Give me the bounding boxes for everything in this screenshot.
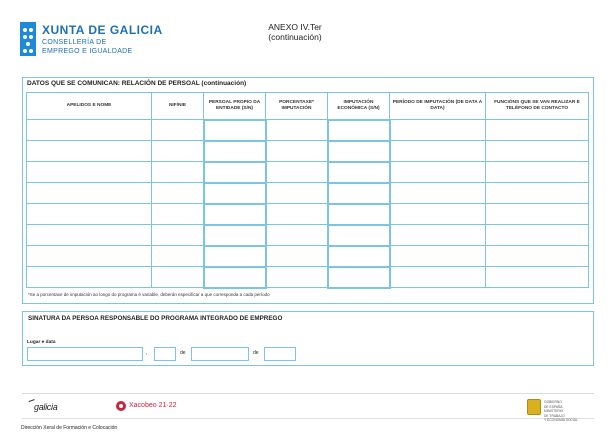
imputation-cell[interactable] [328,267,390,288]
percentage-cell[interactable] [266,183,328,204]
spain-coat-of-arms-icon [527,399,541,415]
own-staff-cell[interactable] [204,141,266,162]
functions-cell[interactable] [486,120,589,141]
imputation-cell[interactable] [328,162,390,183]
imputation-cell[interactable] [328,204,390,225]
name-cell[interactable] [27,162,152,183]
name-cell[interactable] [27,141,152,162]
name-cell[interactable] [27,225,152,246]
functions-cell[interactable] [486,204,589,225]
percentage-footnote: *Se a porcentaxe de imputación ao longo do programa é variable, deberán especificar a que corresponda a cada período [28,292,270,297]
table-row [27,162,589,183]
footer-band [22,393,594,419]
signature-section [22,311,594,366]
own-staff-cell[interactable] [204,246,266,267]
functions-cell[interactable] [486,246,589,267]
percentage-cell[interactable] [266,120,328,141]
name-cell[interactable] [27,204,152,225]
nif-cell[interactable] [152,141,204,162]
column-header: PORCENTAXE* IMPUTACIÓN [266,93,328,120]
personnel-section-title: DATOS QUE SE COMUNICAN: RELACIÓN DE PERSOAL (continuación) [27,80,247,87]
own-staff-cell[interactable] [204,225,266,246]
xunta-logo [20,22,163,58]
name-cell[interactable] [27,267,152,288]
column-header: NIF/NIE [152,93,204,120]
personnel-table [26,92,589,289]
own-staff-cell[interactable] [204,204,266,225]
annex-heading [230,22,360,42]
xacobeo-logo: Xacobeo 21·22 [129,402,177,409]
percentage-cell[interactable] [266,141,328,162]
imputation-cell[interactable] [328,120,390,141]
table-row [27,183,589,204]
footer-direction: Dirección Xeral de Formación e Colocación [21,425,118,431]
functions-cell[interactable] [486,141,589,162]
xacobeo-icon [116,401,126,411]
table-row [27,267,589,288]
percentage-cell[interactable] [266,162,328,183]
table-row [27,204,589,225]
own-staff-cell[interactable] [204,162,266,183]
period-cell[interactable] [390,120,486,141]
period-cell[interactable] [390,183,486,204]
functions-cell[interactable] [486,162,589,183]
period-cell[interactable] [390,204,486,225]
ministry-logo-text: GOBIERNO DE ESPAÑA MINISTERIO DE TRABAJO Y ECONOMÍA SOCIAL [544,400,578,422]
place-input[interactable] [27,347,143,361]
own-staff-cell[interactable] [204,183,266,204]
functions-cell[interactable] [486,267,589,288]
nif-cell[interactable] [152,267,204,288]
percentage-cell[interactable] [266,204,328,225]
nif-cell[interactable] [152,162,204,183]
annex-title: ANEXO IV.Ter [268,22,322,32]
month-input[interactable] [191,347,249,361]
imputation-cell[interactable] [328,225,390,246]
column-header: IMPUTACIÓN ECONÓMICA (S/N) [328,93,390,120]
galicia-logo: galicia [34,402,58,412]
place-date-label: Lugar e data [27,340,56,345]
percentage-cell[interactable] [266,246,328,267]
comma-separator: , [146,350,148,356]
column-header: PERÍODO DE IMPUTACIÓN (DE DATA A DATA) [390,93,486,120]
column-header: PERSOAL PROPIO DA ENTIDADE (S/N) [204,93,266,120]
imputation-cell[interactable] [328,141,390,162]
table-header-row [27,93,589,120]
period-cell[interactable] [390,225,486,246]
nif-cell[interactable] [152,183,204,204]
percentage-cell[interactable] [266,225,328,246]
nif-cell[interactable] [152,225,204,246]
day-input[interactable] [154,347,176,361]
nif-cell[interactable] [152,246,204,267]
period-cell[interactable] [390,141,486,162]
functions-cell[interactable] [486,225,589,246]
org-name: XUNTA DE GALICIA [42,23,163,37]
functions-cell[interactable] [486,183,589,204]
own-staff-cell[interactable] [204,120,266,141]
xunta-shield-icon [20,22,36,56]
period-cell[interactable] [390,267,486,288]
percentage-cell[interactable] [266,267,328,288]
own-staff-cell[interactable] [204,267,266,288]
department-name: CONSELLERÍA DE EMPREGO E IGUALDADE [42,39,133,55]
column-header: FUNCIÓNS QUE SE VAN REALIZAR E TELÉFONO DE CONTACTO [486,93,589,120]
de-separator: de [180,350,186,356]
name-cell[interactable] [27,246,152,267]
period-cell[interactable] [390,246,486,267]
imputation-cell[interactable] [328,183,390,204]
imputation-cell[interactable] [328,246,390,267]
table-row [27,120,589,141]
table-row [27,225,589,246]
annex-subtitle: (continuación) [268,32,322,42]
name-cell[interactable] [27,120,152,141]
de-separator: de [253,350,259,356]
table-row [27,246,589,267]
table-row [27,141,589,162]
signature-section-title: SINATURA DA PERSOA RESPONSABLE DO PROGRAMA INTEGRADO DE EMPREGO [28,315,283,322]
nif-cell[interactable] [152,120,204,141]
period-cell[interactable] [390,162,486,183]
nif-cell[interactable] [152,204,204,225]
personnel-section [22,77,594,304]
name-cell[interactable] [27,183,152,204]
column-header: APELIDOS E NOME [27,93,152,120]
year-input[interactable] [264,347,296,361]
